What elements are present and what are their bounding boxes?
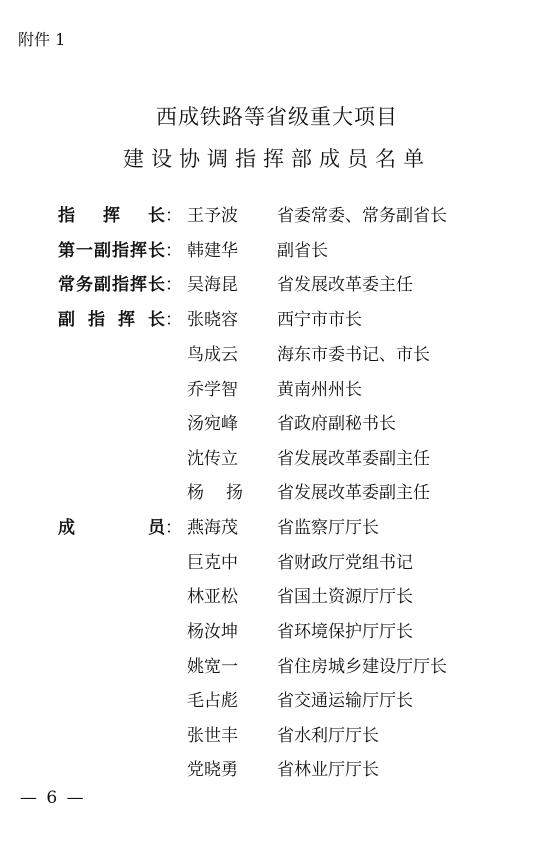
role-colon: ： bbox=[165, 518, 182, 538]
member-position: 省环境保护厅厅长 bbox=[277, 622, 413, 642]
role-title-char: 第 bbox=[58, 241, 75, 261]
member-name: 毛占彪 bbox=[187, 691, 238, 711]
member-name: 王予波 bbox=[187, 206, 238, 226]
role-title bbox=[58, 305, 165, 330]
role-title-char: 挥 bbox=[130, 241, 147, 261]
role-title-char: 挥 bbox=[118, 310, 135, 330]
member-name: 燕海茂 bbox=[187, 518, 238, 538]
member-position: 省政府副秘书长 bbox=[277, 414, 396, 434]
member-name: 姚宽一 bbox=[187, 657, 238, 677]
roster-row bbox=[0, 201, 554, 229]
member-position: 省水利厅厅长 bbox=[277, 726, 379, 746]
roster-row bbox=[0, 375, 554, 403]
roster-row bbox=[0, 686, 554, 714]
role-title-char: 挥 bbox=[103, 206, 120, 226]
role-title-char: 指 bbox=[58, 206, 75, 226]
member-name: 吴海昆 bbox=[187, 275, 238, 295]
member-name: 林亚松 bbox=[187, 587, 238, 607]
roster-row bbox=[0, 305, 554, 333]
roster-row bbox=[0, 755, 554, 783]
role-title-char: 员 bbox=[148, 518, 165, 538]
document-title-line-1: 西成铁路等省级重大项目 bbox=[156, 105, 398, 129]
member-name: 韩建华 bbox=[187, 241, 238, 261]
member-name-char: 杨 bbox=[187, 483, 204, 503]
role-title-char: 副 bbox=[94, 241, 111, 261]
role-title-char: 常 bbox=[58, 275, 75, 295]
roster-row bbox=[0, 582, 554, 610]
member-name: 汤宛峰 bbox=[187, 414, 238, 434]
role-colon: ： bbox=[165, 310, 182, 330]
member-position: 省监察厅厅长 bbox=[277, 518, 379, 538]
role-title-char: 一 bbox=[76, 241, 93, 261]
roster-row bbox=[0, 270, 554, 298]
member-name bbox=[187, 478, 243, 503]
role-title bbox=[58, 201, 165, 226]
member-position: 省林业厅厅长 bbox=[277, 760, 379, 780]
roster-row bbox=[0, 652, 554, 680]
member-name: 鸟成云 bbox=[187, 345, 238, 365]
member-position: 黄南州州长 bbox=[277, 380, 362, 400]
member-name: 巨克中 bbox=[187, 553, 238, 573]
attachment-label: 附件 1 bbox=[18, 30, 66, 49]
role-title-char: 指 bbox=[112, 241, 129, 261]
roster-row bbox=[0, 409, 554, 437]
member-position: 副省长 bbox=[277, 241, 328, 261]
role-title bbox=[58, 270, 165, 295]
role-title bbox=[58, 236, 165, 261]
member-name-char: 扬 bbox=[226, 483, 243, 503]
role-title-char: 长 bbox=[148, 275, 165, 295]
member-position: 省委常委、常务副省长 bbox=[277, 206, 447, 226]
role-title-char: 副 bbox=[94, 275, 111, 295]
role-title-char: 成 bbox=[58, 518, 75, 538]
role-title-char: 长 bbox=[148, 241, 165, 261]
member-name: 杨汝坤 bbox=[187, 622, 238, 642]
role-colon: ： bbox=[165, 241, 182, 261]
role-colon: ： bbox=[165, 275, 182, 295]
role-title-char: 指 bbox=[112, 275, 129, 295]
roster-row bbox=[0, 617, 554, 645]
member-position: 省财政厅党组书记 bbox=[277, 553, 413, 573]
role-title-char: 挥 bbox=[130, 275, 147, 295]
document-title-line-2: 建设协调指挥部成员名单 bbox=[123, 147, 431, 171]
page-number: — 6 — bbox=[20, 788, 86, 808]
member-position: 省国土资源厅厅长 bbox=[277, 587, 413, 607]
roster-row bbox=[0, 548, 554, 576]
member-name: 张世丰 bbox=[187, 726, 238, 746]
role-title-char: 长 bbox=[148, 310, 165, 330]
roster-row bbox=[0, 478, 554, 506]
member-position: 省交通运输厅厅长 bbox=[277, 691, 413, 711]
role-title-char: 指 bbox=[88, 310, 105, 330]
role-title-char: 长 bbox=[148, 206, 165, 226]
role-colon: ： bbox=[165, 206, 182, 226]
member-position: 西宁市市长 bbox=[277, 310, 362, 330]
role-title-char: 副 bbox=[58, 310, 75, 330]
member-name: 沈传立 bbox=[187, 449, 238, 469]
roster-row bbox=[0, 721, 554, 749]
member-position: 海东市委书记、市长 bbox=[277, 345, 430, 365]
role-title-char: 务 bbox=[76, 275, 93, 295]
roster-row bbox=[0, 340, 554, 368]
roster-row bbox=[0, 236, 554, 264]
role-title bbox=[58, 513, 165, 538]
member-position: 省发展改革委副主任 bbox=[277, 483, 430, 503]
member-position: 省住房城乡建设厅厅长 bbox=[277, 657, 447, 677]
member-position: 省发展改革委主任 bbox=[277, 275, 413, 295]
member-name: 党晓勇 bbox=[187, 760, 238, 780]
member-name: 乔学智 bbox=[187, 380, 238, 400]
roster-row bbox=[0, 444, 554, 472]
member-position: 省发展改革委副主任 bbox=[277, 449, 430, 469]
roster-row bbox=[0, 513, 554, 541]
member-name: 张晓容 bbox=[187, 310, 238, 330]
